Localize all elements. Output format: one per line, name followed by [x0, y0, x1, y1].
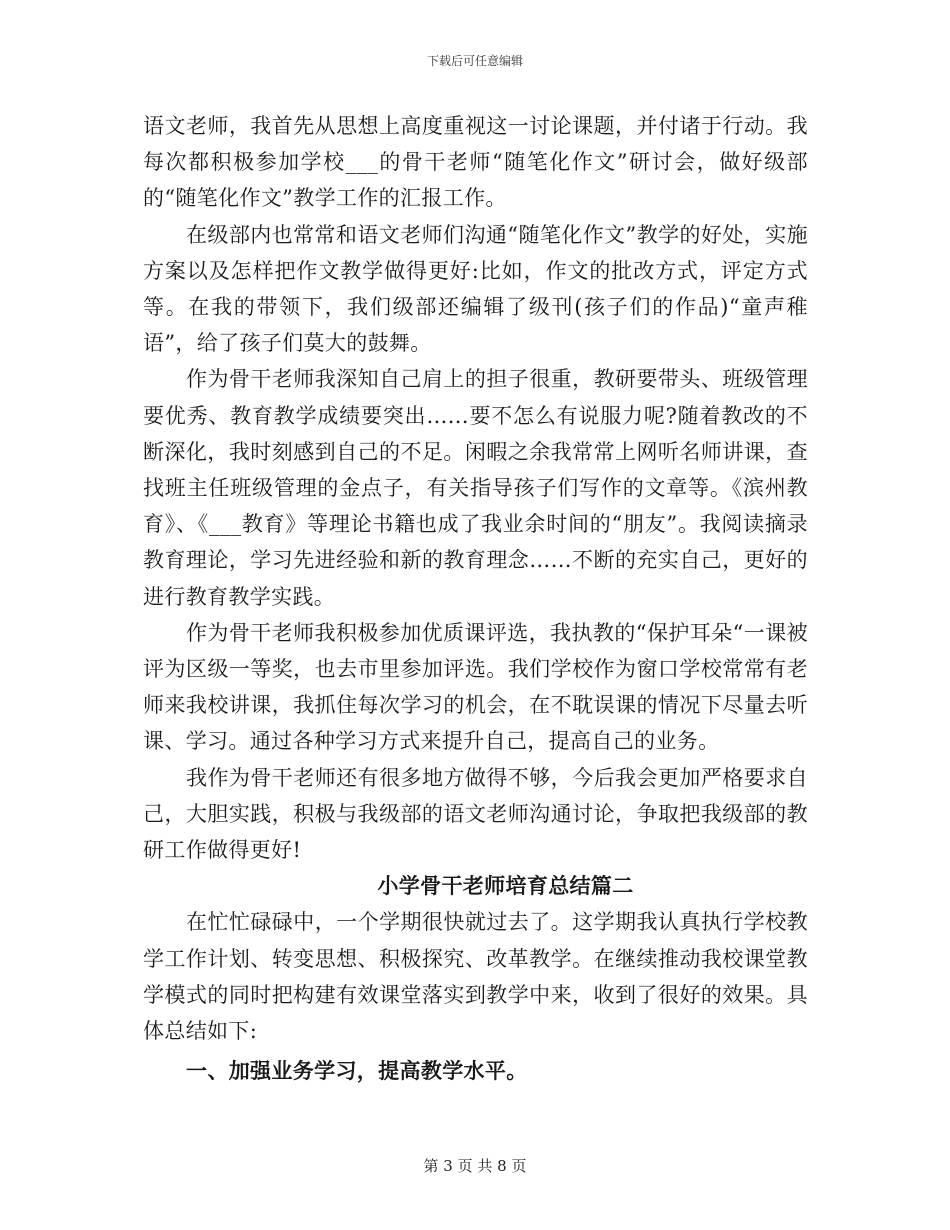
section-paragraph: 在忙忙碌碌中，一个学期很快就过去了。这学期我认真执行学校教学工作计划、转变思想、积极探究、改革教学。在继续推动我校课堂教学模式的同时把构建有效课堂落实到教学中来，收到了很好的效果。具体总结如下: — [143, 910, 808, 1044]
page-header-note: 下载后可任意编辑 — [426, 54, 523, 68]
subheading: 一、加强业务学习，提高教学水平。 — [186, 1058, 528, 1084]
paragraph-5: 我作为骨干老师还有很多地方做得不够，今后我会更加严格要求自己，大胆实践，积极与我级部的语文老师沟通讨论，争取把我级部的教研工作做得更好! — [143, 765, 808, 863]
page-number: 第 3 页 共 8 页 — [423, 1157, 527, 1175]
paragraph-4: 作为骨干老师我积极参加优质课评选，我执教的“保护耳朵“一课被评为区级一等奖，也去市里参加评选。我们学校作为窗口学校常常有老师来我校讲课，我抓住每次学习的机会，在不耽误课的情况下尽量去听课、学习。通过各种学习方式来提升自己，提高自己的业务。 — [143, 620, 808, 754]
document-body — [143, 108, 808, 1089]
paragraph-2: 在级部内也常常和语文老师们沟通“随笔化作文”教学的好处，实施方案以及怎样把作文教学做得更好:比如，作文的批改方式，评定方式等。在我的带领下，我们级部还编辑了级刊(孩子们的作品)“童声稚语”，给了孩子们莫大的鼓舞。 — [143, 222, 808, 356]
paragraph-1: 语文老师，我首先从思想上高度重视这一讨论课题，并付诸于行动。我每次都积极参加学校___的骨干老师“随笔化作文”研讨会，做好级部的“随笔化作文”教学工作的汇报工作。 — [143, 114, 808, 211]
paragraph-3: 作为骨干老师我深知自己肩上的担子很重，教研要带头、班级管理要优秀、教育教学成绩要突出……要不怎么有说服力呢?随着教改的不断深化，我时刻感到自己的不足。闲暇之余我常常上网听名师讲课，查找班主任班级管理的金点子，有关指导孩子们写作的文章等。《滨州教育》、《___教育》等理论书籍也成了我业余时间的“朋友”。我阅读摘录教育理论，学习先进经验和新的教育理念……不断的充实自己，更好的进行教育教学实践。 — [143, 367, 808, 609]
section-title: 小学骨干老师培育总结篇二 — [377, 873, 634, 899]
